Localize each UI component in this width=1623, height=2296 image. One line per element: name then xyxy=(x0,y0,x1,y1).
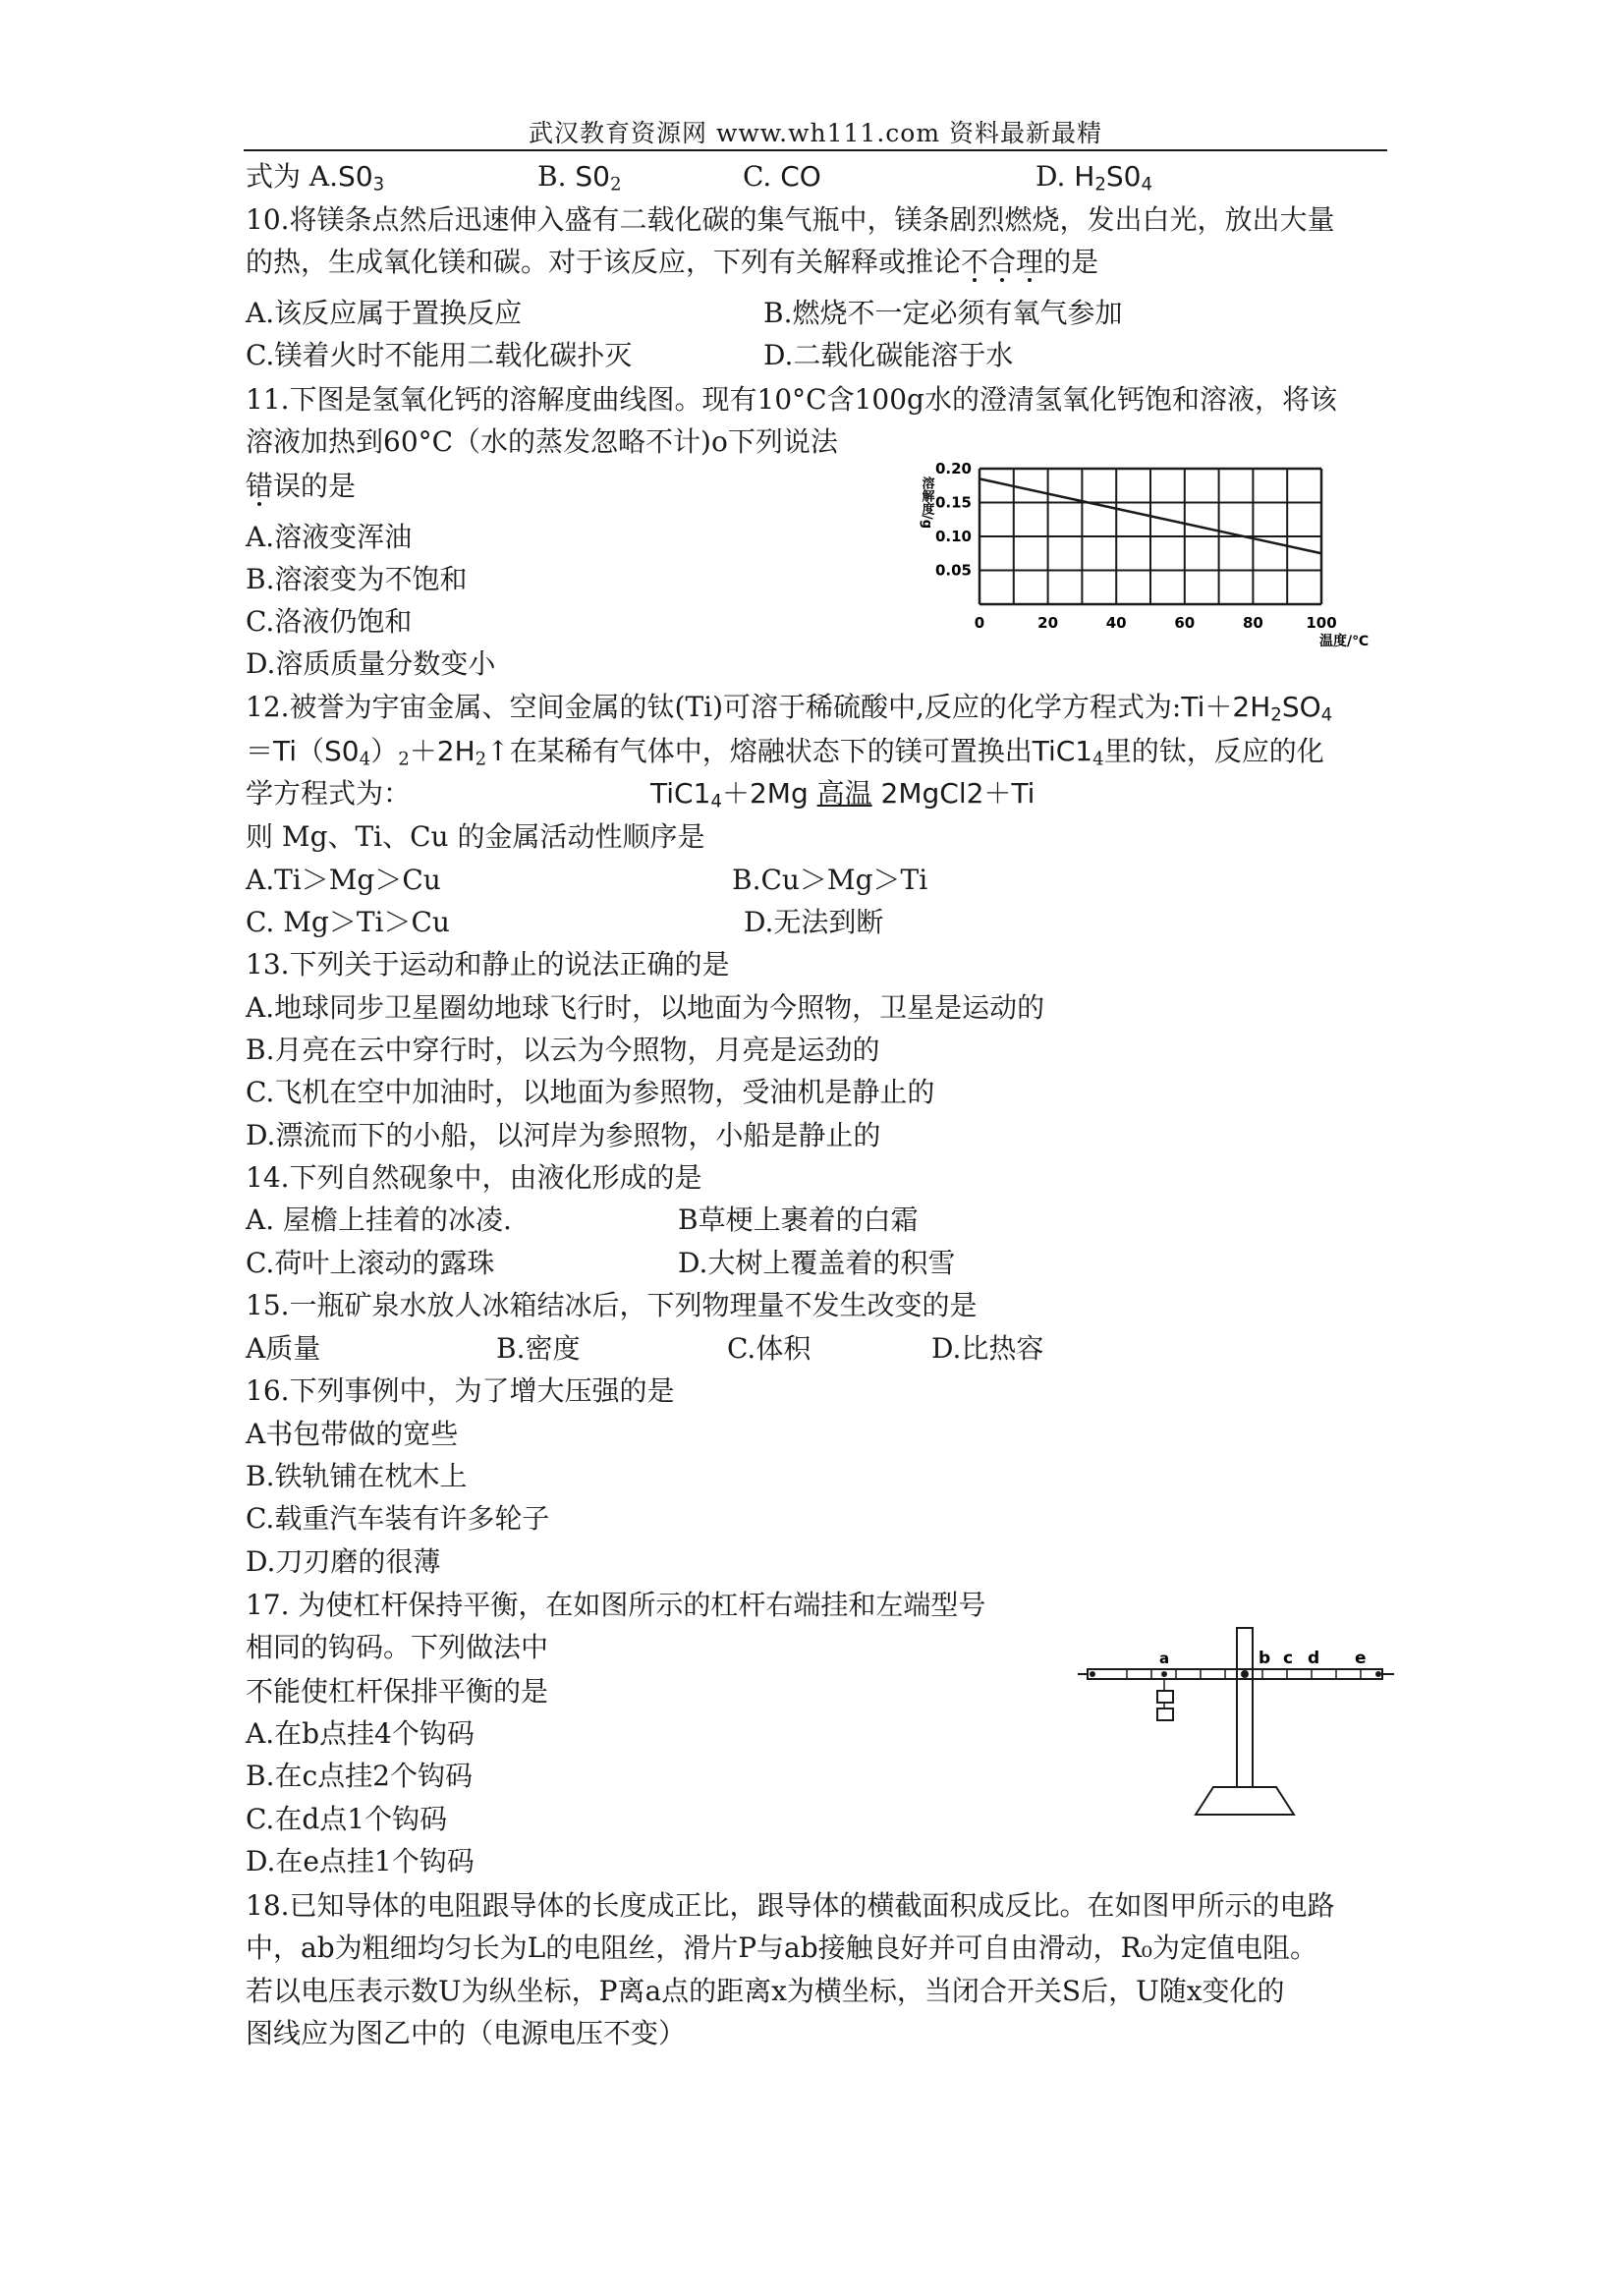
q16-stem: 16.下列事例中，为了增大压强的是 xyxy=(246,1374,675,1407)
chart-x-label: 温度/℃ xyxy=(1319,634,1370,649)
q16-option-c: C.载重汽车装有许多轮子 xyxy=(246,1502,550,1535)
q14-stem: 14.下列自然砚象中，由液化形成的是 xyxy=(246,1161,702,1194)
q13-option-b: B.月亮在云中穿行时，以云为今照物，月亮是运劲的 xyxy=(246,1034,880,1066)
lever-label-a: a xyxy=(1159,1650,1170,1667)
y-tick-label: 0.10 xyxy=(934,528,972,545)
q12-option-a: A.Ti＞Mg＞Cu xyxy=(246,864,441,896)
q18-stem-line3: 若以电压表示数U为纵坐标，P离a点的距离x为横坐标，当闭合开关S后，U随x变化的 xyxy=(246,1975,1285,2007)
q17-option-b: B.在c点挂2个钩码 xyxy=(246,1760,473,1792)
x-tick-label: 60 xyxy=(1174,614,1196,632)
lever-diagram xyxy=(1076,1626,1400,1822)
q14-option-c: C.荷叶上滚动的露珠 xyxy=(246,1247,495,1279)
q11-stem-line2: 溶液加热到60°C（水的蒸发忽略不计)o下列说法 xyxy=(246,425,838,458)
q10-option-b: B.燃烧不一定必须有氧气参加 xyxy=(763,297,1123,329)
chart-y-ticks xyxy=(935,460,972,580)
q13-option-d: D.漂流而下的小船，以河岸为参照物，小船是静止的 xyxy=(246,1119,881,1151)
lever-label-b: b xyxy=(1259,1649,1271,1668)
q13-stem: 13.下列关于运动和静止的说法正确的是 xyxy=(246,948,730,980)
lever-point-a xyxy=(1161,1671,1167,1677)
q18-stem-line1: 18.已知导体的电阻跟导体的长度成正比，跟导体的横截面积成反比。在如图甲所示的电路 xyxy=(246,1889,1335,1922)
weight-1 xyxy=(1157,1691,1173,1703)
q12-option-d: D.无法到断 xyxy=(744,906,884,938)
lever-knob-right xyxy=(1375,1671,1381,1677)
x-tick-label: 100 xyxy=(1306,614,1337,632)
q15-option-d: D.比热容 xyxy=(931,1332,1044,1365)
weight-2 xyxy=(1157,1708,1173,1720)
x-tick-label: 20 xyxy=(1037,614,1059,632)
y-tick-label: 0.20 xyxy=(934,460,972,477)
q10-option-d: D.二载化碳能溶于水 xyxy=(763,339,1014,371)
lever-label-d: d xyxy=(1308,1649,1320,1668)
lever-base xyxy=(1196,1787,1294,1815)
lever-knob-left xyxy=(1090,1671,1095,1677)
q16-option-d: D.刀刃磨的很薄 xyxy=(246,1545,441,1578)
q12-stem-line4: 则 Mg、Ti、Cu 的金属活动性顺序是 xyxy=(246,820,705,853)
chart-x-ticks xyxy=(975,614,1337,632)
solubility-chart xyxy=(909,457,1390,653)
q12-option-c: C. Mg＞Ti＞Cu xyxy=(246,906,450,938)
q12-stem-line2: $=Ti(S0_4)_2+2H_2↑$在某稀有气体中，熔融状态下的镁可置换出$TiC1_4$里的钛，反应的化 xyxy=(246,735,1324,770)
q17-option-c: C.在d点1个钩码 xyxy=(246,1803,448,1835)
q11-option-b: B.溶滚变为不饱和 xyxy=(246,563,468,595)
q12-stem-line3: 学方程式为： $TiC1_4+2Mg$ 高温 2MgCl2＋Ti xyxy=(246,777,1035,812)
header-rule xyxy=(244,149,1387,151)
q11-stem-line1: 11.下图是氢氧化钙的溶解度曲线图。现有10°C含100g水的澄清氢氧化钙饱和溶液，将该 xyxy=(246,383,1337,416)
q17-option-d: D.在e点挂1个钩码 xyxy=(246,1845,475,1877)
q17-stem-line3: 不能使杠杆保排平衡的是 xyxy=(246,1675,549,1708)
lever-label-e: e xyxy=(1355,1649,1367,1668)
q15-option-a: A质量 xyxy=(246,1332,321,1365)
q17-stem-line2: 相同的钩码。下列做法中 xyxy=(246,1631,549,1663)
q11-option-c: C.洛液仍饱和 xyxy=(246,605,413,638)
q14-option-a: A. 屋檐上挂着的冰凌. xyxy=(246,1204,512,1236)
y-tick-label: 0.05 xyxy=(934,561,972,580)
q9-options: 式为 $A.S0_3$ B. $S0_2$ C. CO D. $H_2S0_4$ xyxy=(246,160,1153,196)
q13-option-a: A.地球同步卫星圈幼地球飞行时，以地面为今照物，卫星是运动的 xyxy=(246,991,1045,1024)
q14-option-d: D.大树上覆盖着的积雪 xyxy=(678,1247,956,1279)
q14-option-b: B草梗上裹着的白霜 xyxy=(678,1204,919,1236)
q11-option-d: D.溶质质量分数变小 xyxy=(246,647,496,680)
lever-pivot xyxy=(1241,1670,1249,1678)
q15-stem: 15.一瓶矿泉水放人冰箱结冰后，下列物理量不发生改变的是 xyxy=(246,1289,978,1321)
q11-stem-line3: 错误的是 xyxy=(246,470,357,502)
q17-option-a: A.在b点挂4个钩码 xyxy=(246,1717,475,1750)
x-tick-label: 40 xyxy=(1105,614,1127,632)
q18-stem-line2: 中，ab为粗细均匀长为L的电阻丝，滑片P与ab接触良好并可自由滑动，R₀为定值电阻。 xyxy=(246,1932,1317,1964)
lever-beam xyxy=(1088,1669,1382,1679)
x-tick-label: 80 xyxy=(1242,614,1263,632)
y-tick-label: 0.15 xyxy=(934,493,972,512)
lever-label-c: c xyxy=(1283,1649,1294,1668)
lever-stand xyxy=(1237,1628,1253,1787)
q10-option-a: A.该反应属于置换反应 xyxy=(246,297,523,329)
q10-stem-line1: 10.将镁条点然后迅速伸入盛有二载化碳的集气瓶中，镁条剧烈燃烧，发出白光，放出大量 xyxy=(246,203,1335,236)
q12-stem-line1: 12.被誉为宇宙金属、空间金属的钛(Ti)可溶于稀硫酸中,反应的化学方程式为$:Ti+2H_2SO_4$ xyxy=(246,691,1333,726)
q11-option-a: A.溶液变浑油 xyxy=(246,521,413,553)
chart-y-label: 溶解度/g xyxy=(919,476,934,530)
q16-option-a: A书包带做的宽些 xyxy=(246,1418,459,1450)
q12-option-b: B.Cu＞Mg＞Ti xyxy=(732,864,928,896)
page-header: 武汉教育资源网 www.wh111.com 资料最新最精 xyxy=(529,119,1102,147)
q15-option-b: B.密度 xyxy=(496,1332,581,1365)
q15-option-c: C.体积 xyxy=(727,1332,812,1365)
q16-option-b: B.铁轨铺在枕木上 xyxy=(246,1460,468,1492)
q17-stem-line1: 17. 为使杠杆保持平衡，在如图所示的杠杆右端挂和左端型号 xyxy=(246,1589,986,1621)
q18-stem-line4: 图线应为图乙中的（电源电压不变） xyxy=(246,2017,687,2049)
q10-stem-line2: 的热，生成氧化镁和碳。对于该反应，下列有关解释或推论不合理的是 xyxy=(246,246,1099,278)
q10-option-c: C.镁着火时不能用二载化碳扑灭 xyxy=(246,339,633,371)
q13-option-c: C.飞机在空中加油时，以地面为参照物，受油机是静止的 xyxy=(246,1076,935,1108)
x-tick-label: 0 xyxy=(974,614,985,632)
